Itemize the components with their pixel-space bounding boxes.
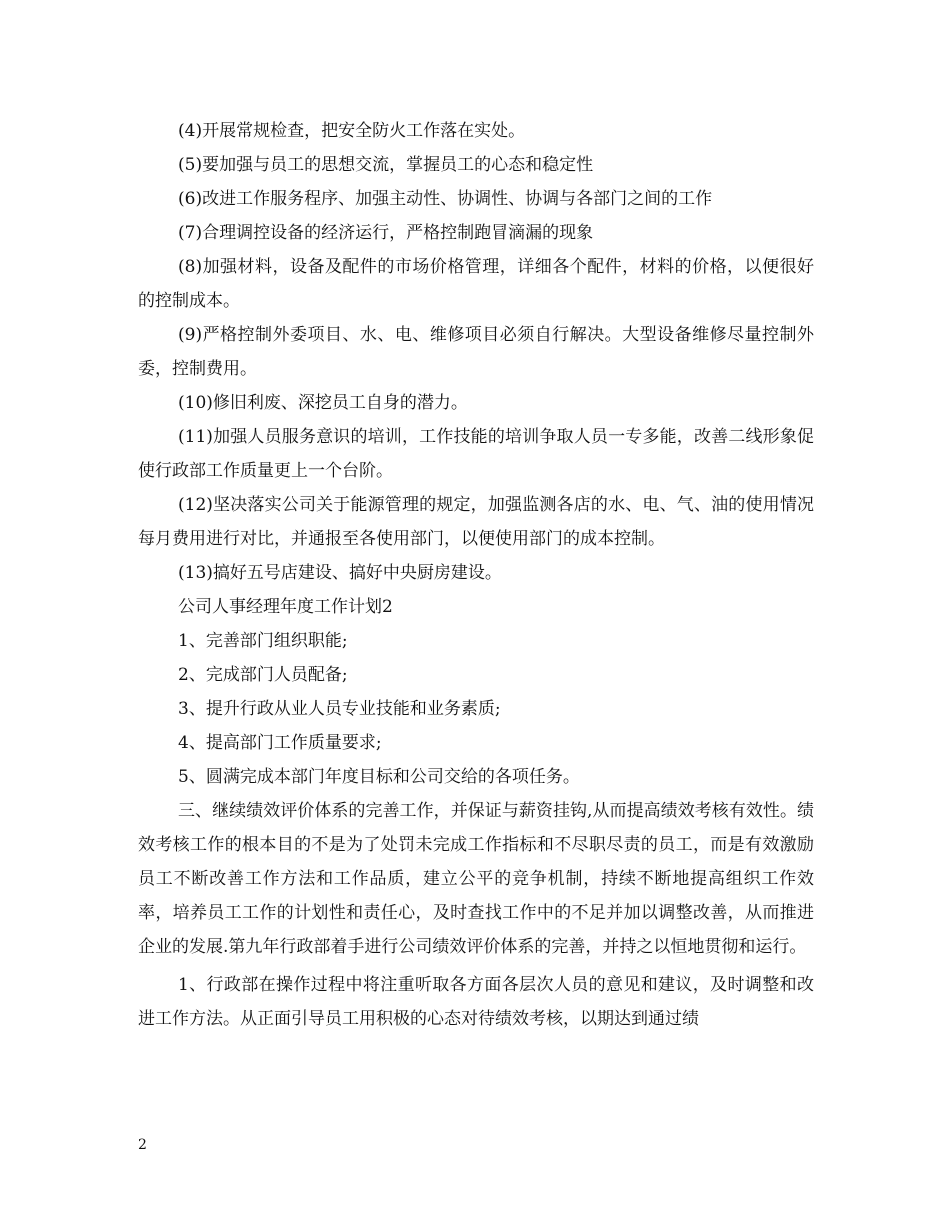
list-item: 2、完成部门人员配备; <box>178 665 348 685</box>
paragraph: 1、行政部在操作过程中将注重听取各方面各层次人员的意见和建议，及时调整和改进工作方法。从正面引导员工用积极的心态对待绩效考核，以期达到通过绩 <box>138 975 814 1029</box>
paragraph: (8)加强材料，设备及配件的市场价格管理，详细各个配件，材料的价格，以便很好的控制成本。 <box>138 257 814 311</box>
paragraph: (12)坚决落实公司关于能源管理的规定，加强监测各店的水、电、气、油的使用情况每月费用进行对比，并通报至各使用部门，以便使用部门的成本控制。 <box>138 495 814 549</box>
paragraph: (5)要加强与员工的思想交流，掌握员工的心态和稳定性 <box>178 155 594 175</box>
list-item: 3、提升行政从业人员专业技能和业务素质; <box>178 699 501 719</box>
paragraph: (9)严格控制外委项目、水、电、维修项目必须自行解决。大型设备维修尽量控制外委，控制费用。 <box>138 325 814 379</box>
paragraph: (4)开展常规检查，把安全防火工作落在实处。 <box>178 121 526 141</box>
document-body <box>138 114 814 1036</box>
paragraph: (11)加强人员服务意识的培训，工作技能的培训争取人员一专多能，改善二线形象促使行政部工作质量更上一个台阶。 <box>138 427 814 481</box>
list-item: 1、完善部门组织职能; <box>178 631 348 651</box>
list-item: 4、提高部门工作质量要求; <box>178 733 382 753</box>
paragraph: (13)搞好五号店建设、搞好中央厨房建设。 <box>178 563 502 583</box>
list-item: 5、圆满完成本部门年度目标和公司交给的各项任务。 <box>178 767 580 787</box>
paragraph: (6)改进工作服务程序、加强主动性、协调性、协调与各部门之间的工作 <box>178 189 713 209</box>
section-heading: 公司人事经理年度工作计划2 <box>178 597 393 617</box>
paragraph: (7)合理调控设备的经济运行，严格控制跑冒滴漏的现象 <box>178 223 594 243</box>
paragraph: (10)修旧利废、深挖员工自身的潜力。 <box>178 393 468 413</box>
paragraph: 三、继续绩效评价体系的完善工作，并保证与薪资挂钩,从而提高绩效考核有效性。绩效考核工作的根本目的不是为了处罚未完成工作指标和不尽职尽责的员工，而是有效激励员工不断改善工作方法和工作品质，建立公平的竞争机制，持续不断地提高组织工作效率，培养员工工作的计划性和责任心，及时查找工作中的不足并加以调整改善，从而推进企业的发展.第九年行政部着手进行公司绩效评价体系的完善，并持之以恒地贯彻和运行。 <box>138 801 814 957</box>
page-number: 2 <box>138 1137 147 1153</box>
